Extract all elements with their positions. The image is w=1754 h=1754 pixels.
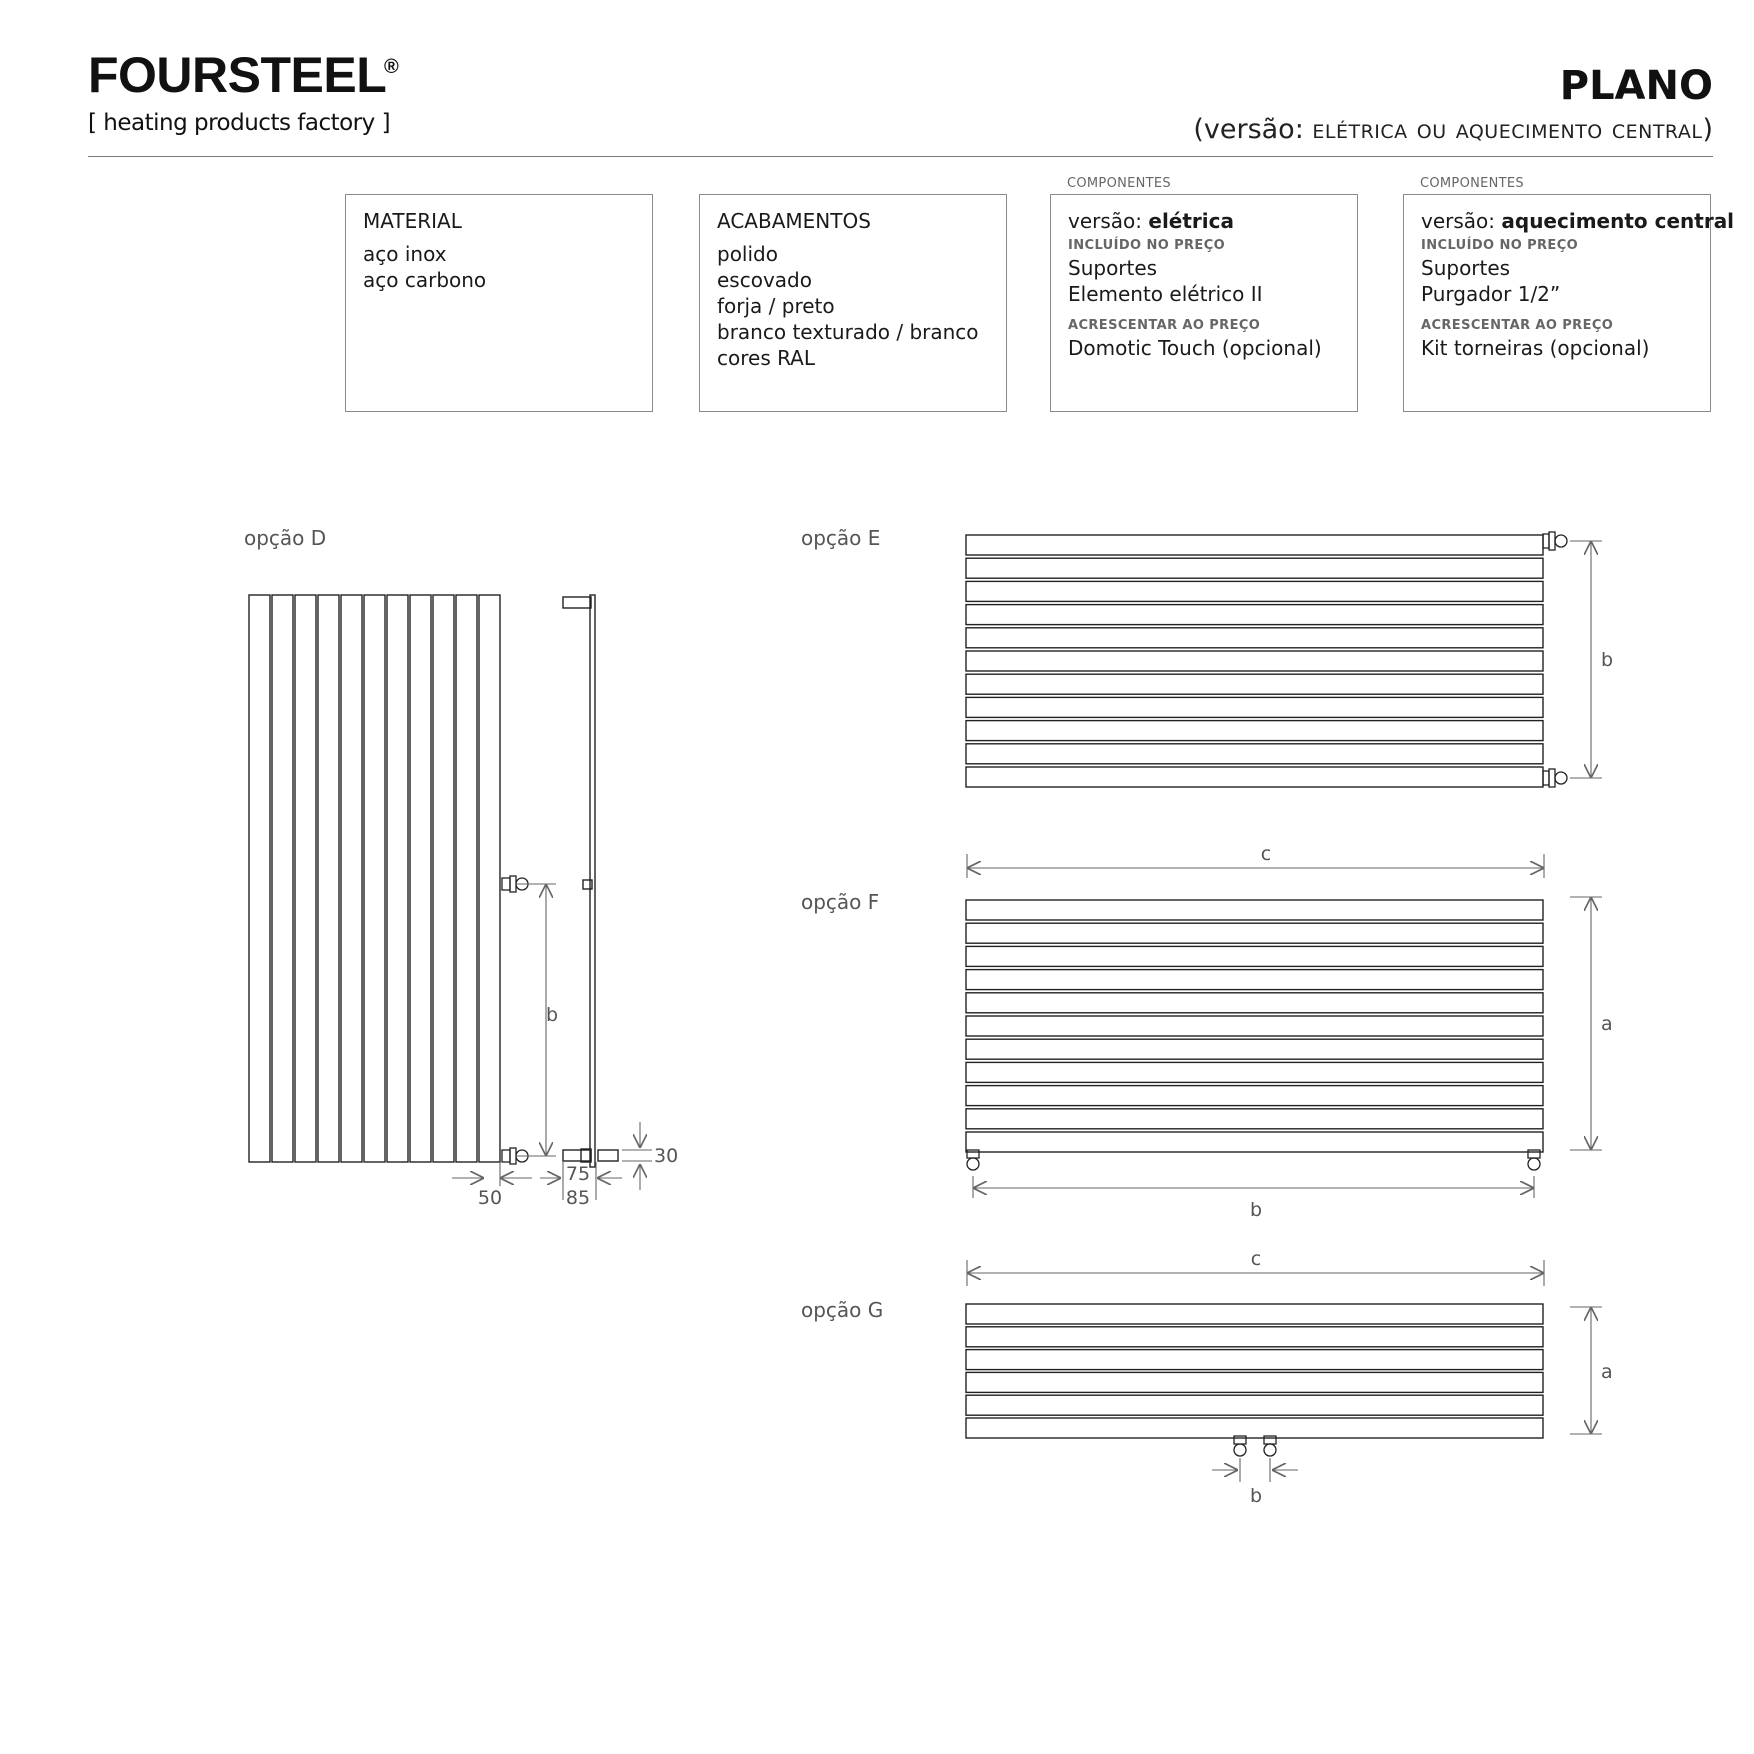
radiator-tube — [295, 595, 316, 1162]
option-d-dimensions — [452, 884, 652, 1200]
included-item: Suportes — [1421, 256, 1511, 280]
radiator-tube — [966, 1418, 1543, 1438]
radiator-tube — [966, 900, 1543, 920]
side-bottom-bracket — [563, 1150, 591, 1161]
radiator-tube — [966, 628, 1543, 648]
brand-tagline: [ heating products factory ] — [88, 110, 391, 136]
valve-connector — [510, 876, 516, 892]
radiator-tube — [966, 1039, 1543, 1059]
radiator-tube — [966, 535, 1543, 555]
radiator-tube — [966, 605, 1543, 625]
extra-heading: ACRESCENTAR AO PREÇO — [1421, 318, 1614, 333]
radiator-tube — [966, 581, 1543, 601]
radiator-tube — [966, 946, 1543, 966]
extra-item: Domotic Touch (opcional) — [1068, 336, 1322, 360]
dim-30-label: 30 — [654, 1145, 679, 1167]
dim-b-label: b — [1249, 1199, 1263, 1221]
option-e-dimensions — [1570, 541, 1602, 778]
included-heading: INCLUÍDO NO PREÇO — [1068, 238, 1226, 253]
radiator-tube — [966, 1350, 1543, 1370]
included-heading: INCLUÍDO NO PREÇO — [1421, 238, 1579, 253]
radiator-tube — [249, 595, 270, 1162]
option-g-radiator — [966, 1304, 1543, 1438]
valve-knob-icon — [1234, 1444, 1246, 1456]
valve-bracket — [1234, 1436, 1246, 1444]
radiator-tube — [966, 697, 1543, 717]
version-label: versão: — [1421, 209, 1502, 233]
radiator-tube — [966, 1304, 1543, 1324]
option-g-label: opção G — [801, 1298, 884, 1322]
version-value: elétrica — [1148, 209, 1234, 233]
option-d-side-view — [563, 595, 618, 1167]
foot-knob-icon — [1528, 1158, 1540, 1170]
option-e-label: opção E — [801, 526, 881, 550]
dim-a-label: a — [1601, 1361, 1613, 1383]
material-item: aço inox — [363, 242, 447, 266]
components-caption-central: COMPONENTES — [1420, 176, 1524, 191]
extra-heading: ACRESCENTAR AO PREÇO — [1068, 318, 1261, 333]
valve-knob-icon — [1264, 1444, 1276, 1456]
radiator-tube — [966, 1086, 1543, 1106]
finish-item: escovado — [717, 268, 812, 292]
dim-c-label: c — [1250, 1248, 1262, 1270]
brand-logo-text: FOURSTEEL — [88, 47, 387, 103]
radiator-tube — [966, 1132, 1543, 1152]
material-heading: MATERIAL — [363, 209, 462, 233]
option-f-dimensions — [967, 854, 1602, 1198]
option-d-label: opção D — [244, 526, 327, 550]
radiator-tube — [433, 595, 454, 1162]
foot-knob-icon — [967, 1158, 979, 1170]
option-f-feet — [967, 1150, 1540, 1170]
dim-a-label: a — [1601, 1013, 1613, 1035]
valve-connector — [1549, 532, 1555, 550]
option-e-radiator — [966, 535, 1543, 787]
finishes-heading: ACABAMENTOS — [717, 209, 871, 233]
radiator-tube — [318, 595, 339, 1162]
radiator-tube — [272, 595, 293, 1162]
valve-knob-icon — [1555, 535, 1567, 547]
registered-mark: ® — [384, 56, 399, 78]
version-value: aquecimento central — [1501, 209, 1735, 233]
radiator-tube — [966, 1327, 1543, 1347]
option-f-radiator — [966, 900, 1543, 1152]
valve-connector — [502, 1150, 510, 1162]
subtitle-options: elétrica ou aquecimento central — [1312, 114, 1703, 145]
valve-bracket — [1264, 1436, 1276, 1444]
radiator-tube — [966, 1395, 1543, 1415]
option-e-valves — [1543, 532, 1567, 787]
radiator-tube — [966, 1016, 1543, 1036]
radiator-tube — [966, 651, 1543, 671]
dim-75-label: 75 — [565, 1163, 591, 1185]
product-title: PLANO — [1559, 63, 1713, 109]
radiator-tube — [966, 744, 1543, 764]
valve-connector — [1543, 534, 1549, 548]
radiator-tube — [410, 595, 431, 1162]
dim-b-label: b — [1601, 649, 1614, 671]
components-caption-electric: COMPONENTES — [1067, 176, 1171, 191]
valve-connector — [502, 878, 510, 890]
radiator-tube — [966, 721, 1543, 741]
dim-85-label: 85 — [565, 1187, 591, 1209]
radiator-tube — [456, 595, 477, 1162]
radiator-tube — [966, 674, 1543, 694]
valve-connector — [1549, 769, 1555, 787]
version-label: versão: — [1068, 209, 1149, 233]
radiator-tube — [966, 558, 1543, 578]
radiator-tube — [966, 767, 1543, 787]
side-top-bracket — [563, 597, 591, 608]
included-item: Elemento elétrico II — [1068, 282, 1263, 306]
foot-bracket — [967, 1150, 979, 1158]
valve-connector — [1543, 771, 1549, 785]
included-item: Purgador 1/2” — [1421, 282, 1561, 306]
option-f-label: opção F — [801, 890, 880, 914]
dim-b-label: b — [545, 1004, 558, 1026]
radiator-tube — [966, 923, 1543, 943]
radiator-tube — [966, 1372, 1543, 1392]
dim-50-label: 50 — [477, 1187, 503, 1209]
dim-b-label: b — [1249, 1485, 1263, 1507]
radiator-tube — [966, 1062, 1543, 1082]
valve-connector — [510, 1148, 516, 1164]
valve-knob-icon — [1555, 772, 1567, 784]
subtitle-prefix: (versão: — [1193, 114, 1313, 145]
foot-bracket — [1528, 1150, 1540, 1158]
subtitle-suffix: ) — [1702, 114, 1713, 145]
radiator-tube — [966, 993, 1543, 1013]
option-g-dimensions — [967, 1260, 1602, 1482]
dim-c-label: c — [1260, 843, 1272, 865]
extra-item: Kit torneiras (opcional) — [1421, 336, 1650, 360]
radiator-tube — [341, 595, 362, 1162]
option-d-valves — [502, 876, 528, 1164]
material-item: aço carbono — [363, 268, 487, 292]
radiator-tube — [364, 595, 385, 1162]
radiator-tube — [387, 595, 408, 1162]
radiator-tube — [966, 970, 1543, 990]
option-g-valves — [1234, 1436, 1276, 1456]
option-d-radiator — [249, 595, 500, 1162]
finish-item: polido — [717, 242, 778, 266]
radiator-tube — [966, 1109, 1543, 1129]
finish-item: branco texturado / branco — [717, 320, 979, 344]
side-valve-body — [598, 1150, 618, 1161]
radiator-tube — [479, 595, 500, 1162]
finish-item: cores RAL — [717, 346, 816, 370]
included-item: Suportes — [1068, 256, 1158, 280]
finish-item: forja / preto — [717, 294, 835, 318]
